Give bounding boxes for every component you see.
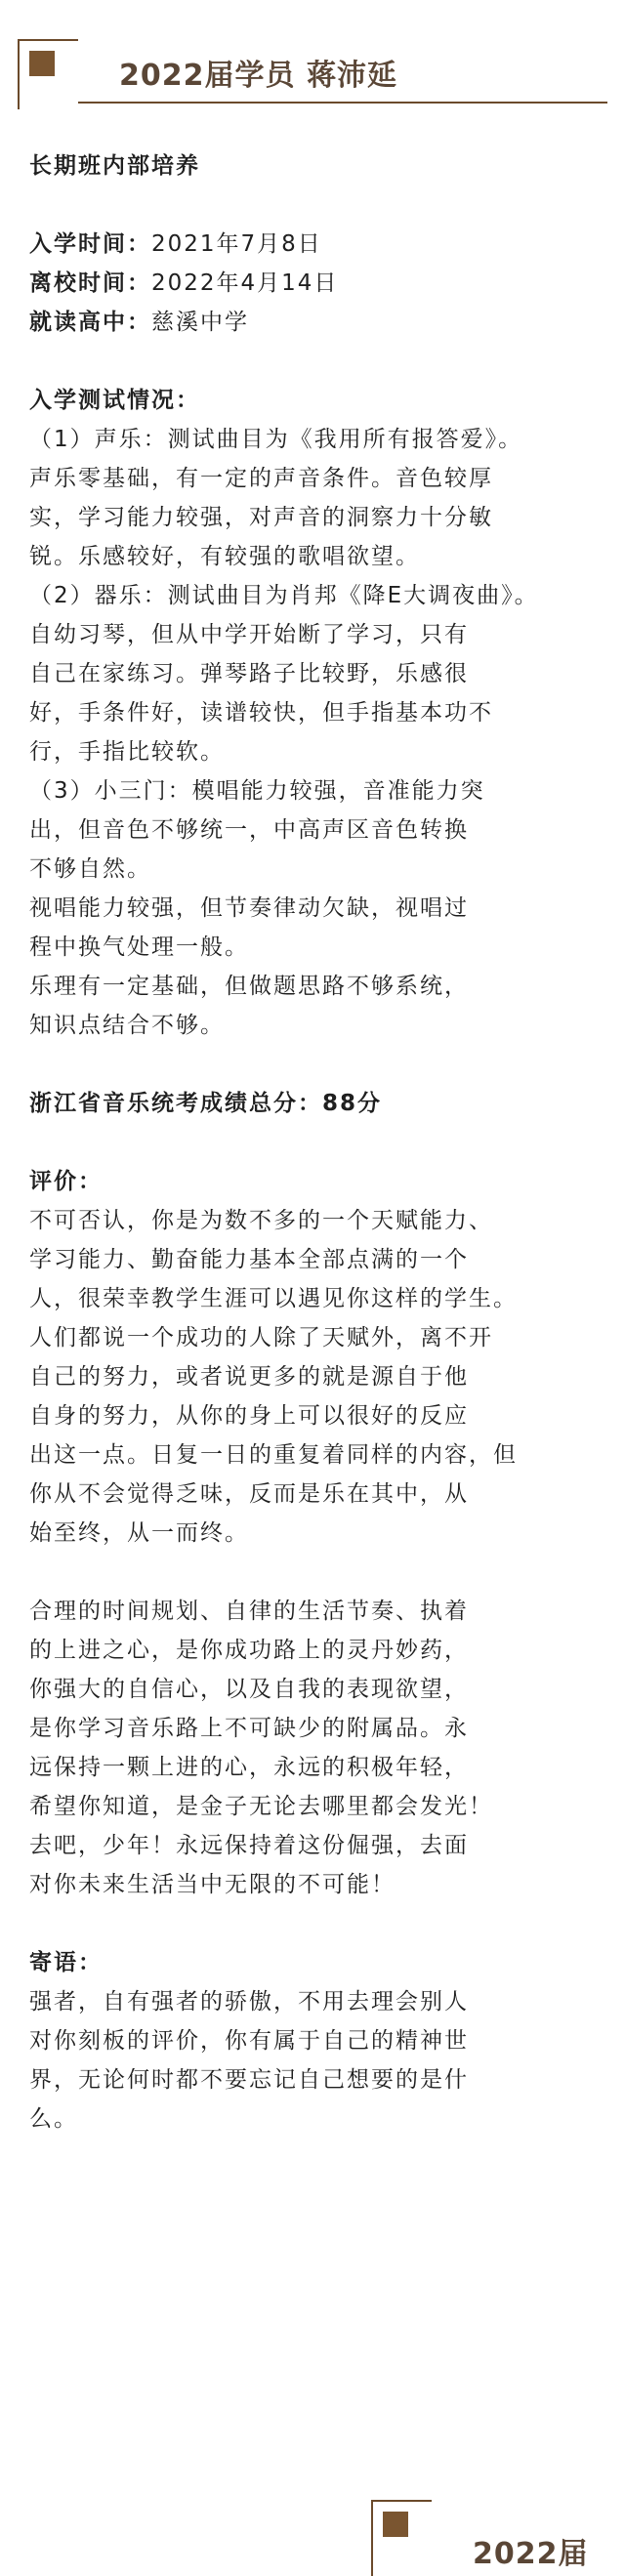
test-line: 乐理有一定基础，但做题思路不够系统， [29, 974, 469, 999]
test-line: （3）小三门：模唱能力较强，音准能力突 [29, 778, 485, 804]
article-body [29, 146, 605, 2139]
header-decoration [371, 2500, 432, 2576]
evaluation-line: 你强大的自信心，以及自我的表现欲望， [29, 1677, 469, 1702]
message-line: 么。 [29, 2106, 78, 2132]
test-line: 实，学习能力较强，对声音的洞察力十分敏 [29, 505, 493, 530]
next-title-fragment: 2022届 [473, 2537, 589, 2571]
evaluation-line: 自身的努力，从你的身上可以很好的反应 [29, 1403, 469, 1429]
test-line: 知识点结合不够。 [29, 1013, 225, 1038]
test-line: 行，手指比较软。 [29, 739, 225, 765]
test-line: （1）声乐：测试曲目为《我用所有报答爱》。 [29, 427, 523, 452]
info-enroll [29, 225, 605, 264]
evaluation-line: 人们都说一个成功的人除了天赋外，离不开 [29, 1325, 493, 1350]
test-line: 好，手条件好，读谱较快，但手指基本功不 [29, 700, 493, 726]
info-value: 慈溪中学 [151, 310, 249, 335]
message-line: 强者，自有强者的骄傲，不用去理会别人 [29, 1989, 469, 2015]
evaluation-line: 的上进之心，是你成功路上的灵丹妙药， [29, 1638, 469, 1663]
evaluation-line: 希望你知道，是金子无论去哪里都会发光！ [29, 1794, 493, 1819]
evaluation-line: 始至终，从一而终。 [29, 1520, 249, 1546]
score-line: 浙江省音乐统考成绩总分：88分 [29, 1091, 383, 1116]
test-line: （2）器乐：测试曲目为肖邦《降E大调夜曲》。 [29, 583, 539, 608]
evaluation-line: 出这一点。日复一日的重复着同样的内容，但 [29, 1442, 518, 1468]
info-label: 入学时间： [29, 231, 151, 257]
evaluation-line: 学习能力、勤奋能力基本全部点满的一个 [29, 1247, 469, 1272]
header-underline [78, 102, 607, 104]
info-label: 离校时间： [29, 270, 151, 296]
title-header [18, 39, 607, 109]
brown-square-icon [383, 2512, 408, 2537]
test-line: 锐。乐感较好，有较强的歌唱欲望。 [29, 544, 420, 569]
test-line: 程中换气处理一般。 [29, 935, 249, 960]
info-school [29, 303, 605, 342]
evaluation-line: 自己的努力，或者说更多的就是源自于他 [29, 1364, 469, 1390]
test-heading: 入学测试情况： [29, 388, 200, 413]
evaluation-line: 远保持一颗上进的心，永远的积极年轻， [29, 1755, 469, 1780]
test-line: 声乐零基础，有一定的声音条件。音色较厚 [29, 466, 493, 491]
evaluation-line: 去吧，少年！永远保持着这份倔强，去面 [29, 1833, 469, 1858]
evaluation-line: 你从不会觉得乏味，反而是乐在其中，从 [29, 1481, 469, 1507]
course-label: 长期班内部培养 [29, 153, 200, 179]
test-line: 出，但音色不够统一，中高声区音色转换 [29, 817, 469, 843]
test-line: 视唱能力较强，但节奏律动欠缺，视唱过 [29, 895, 469, 921]
message-line: 界，无论何时都不要忘记自己想要的是什 [29, 2067, 469, 2093]
evaluation-line: 不可否认，你是为数不多的一个天赋能力、 [29, 1208, 493, 1233]
evaluation-line: 对你未来生活当中无限的不可能！ [29, 1872, 396, 1897]
message-line: 对你刻板的评价，你有属于自己的精神世 [29, 2028, 469, 2054]
evaluation-line: 是你学习音乐路上不可缺少的附属品。永 [29, 1716, 469, 1741]
page-title: 2022届学员 蒋沛延 [119, 59, 397, 93]
next-title-header [371, 2500, 625, 2576]
info-label: 就读高中： [29, 310, 151, 335]
test-line: 自己在家练习。弹琴路子比较野，乐感很 [29, 661, 469, 686]
evaluation-heading: 评价： [29, 1169, 103, 1194]
test-line: 自幼习琴，但从中学开始断了学习，只有 [29, 622, 469, 647]
evaluation-line: 合理的时间规划、自律的生活节奏、执着 [29, 1599, 469, 1624]
header-decoration [18, 39, 78, 109]
brown-square-icon [29, 51, 55, 76]
info-value: 2021年7月8日 [151, 231, 322, 257]
message-heading: 寄语： [29, 1950, 103, 1975]
evaluation-line: 人，很荣幸教学生涯可以遇见你这样的学生。 [29, 1286, 518, 1311]
info-leave [29, 264, 605, 303]
test-line: 不够自然。 [29, 856, 151, 882]
info-value: 2022年4月14日 [151, 270, 339, 296]
